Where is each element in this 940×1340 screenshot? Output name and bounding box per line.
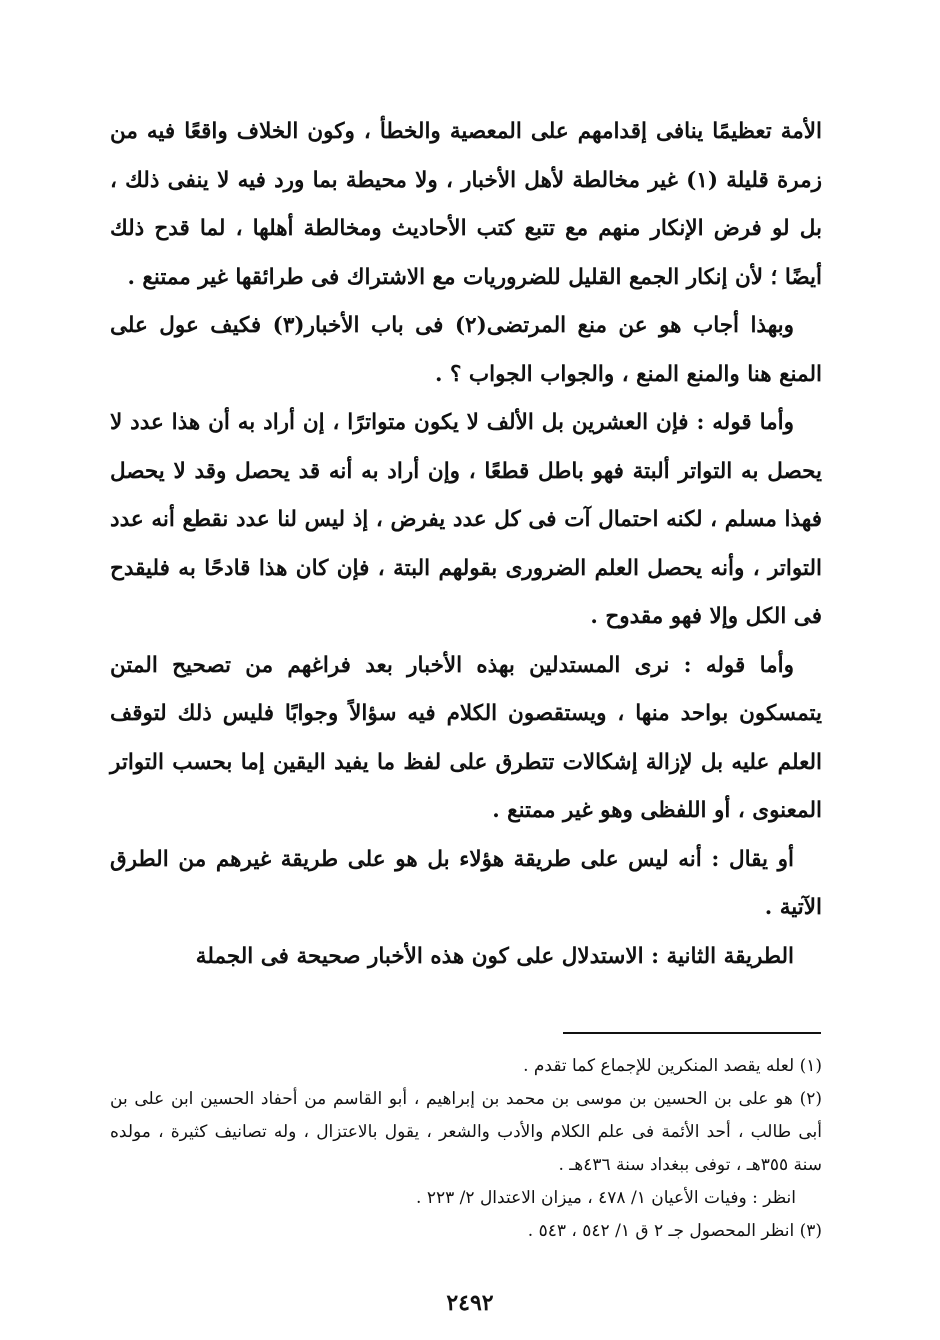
paragraph-4: وأما قوله : نرى المستدلين بهذه الأخبار بعد فراغهم من تصحيح المتن يتمسكون بواحد منها ، ويستقصون الكلام فيه سؤالاً وجوابًا فليس ذلك لتوقف العلم عليه بل لإزالة إشكالات تتطرق على لفظ ما يفيد اليقين إما بحسب التواتر المعنوى ، أو اللفظى وهو غير ممتنع .	[110, 652, 822, 823]
footnotes	[110, 1050, 822, 1248]
footnote-divider	[563, 1032, 821, 1034]
paragraph-2: وبهذا أجاب هو عن منع المرتضى(٢) فى باب الأخبار(٣) فكيف عول على المنع هنا والمنع المنع ، والجواب الجواب ؟ .	[110, 313, 822, 387]
footnote-1: (١) لعله يقصد المنكرين للإجماع كما تقدم .	[523, 1056, 822, 1076]
footnote-2-text: (٢) هو على بن الحسين بن موسى بن محمد بن إبراهيم ، أبو القاسم من أحفاد الحسين ابن على بن أبى طالب ، أحد الأئمة فى علم الكلام والأدب والشعر ، يقول بالاعتزال ، وله تصانيف كثيرة ، مولده سنة ٣٥٥هـ ، توفى ببغداد سنة ٤٣٦هـ .	[110, 1089, 822, 1175]
paragraph-1: الأمة تعظيمًا ينافى إقدامهم على المعصية والخطأ ، وكون الخلاف واقعًا فيه من زمرة قليلة (١) غير مخالطة لأهل الأخبار ، ولا محيطة بما ورد فيه لا ينفى ذلك ، بل لو فرض الإنكار منهم مع تتبع كتب الأحاديث ومخالطة أهلها ، لما قدح ذلك أيضًا ؛ لأن إنكار الجمع القليل للضروريات مع الاشتراك فى طرائقها غير ممتنع .	[110, 119, 822, 290]
paragraph-3: وأما قوله : فإن العشرين بل الألف لا يكون متواترًا ، إن أراد به أن هذا عدد لا يحصل به التواتر ألبتة فهو باطل قطعًا ، وإن أراد به أنه قد يحصل وقد لا يحصل فهذا مسلم ، لكنه احتمال آت فى كل عدد يفرض ، إذ ليس لنا عدد نقطع أنه عدد التواتر ، وأنه يحصل العلم الضرورى بقولهم البتة ، فإن كان هذا قادحًا به فليقدح فى الكل وإلا فهو مقدوح .	[110, 410, 822, 629]
page-number: ٢٤٩٢	[446, 1290, 494, 1316]
paragraph-5: أو يقال : أنه ليس على طريقة هؤلاء بل هو على طريقة غيرهم من الطرق الآتية .	[110, 846, 822, 920]
footnote-2	[110, 1083, 822, 1215]
footnote-3: (٣) انظر المحصول جـ ٢ ق ١/ ٥٤٢ ، ٥٤٣ .	[527, 1221, 822, 1241]
main-text	[110, 108, 822, 981]
footnote-2-reference: انظر : وفيات الأعيان ١/ ٤٧٨ ، ميزان الاعتدال ٢/ ٢٢٣ .	[416, 1188, 796, 1208]
section-heading: الطريقة الثانية : الاستدلال على كون هذه الأخبار صحيحة فى الجملة	[195, 943, 794, 969]
